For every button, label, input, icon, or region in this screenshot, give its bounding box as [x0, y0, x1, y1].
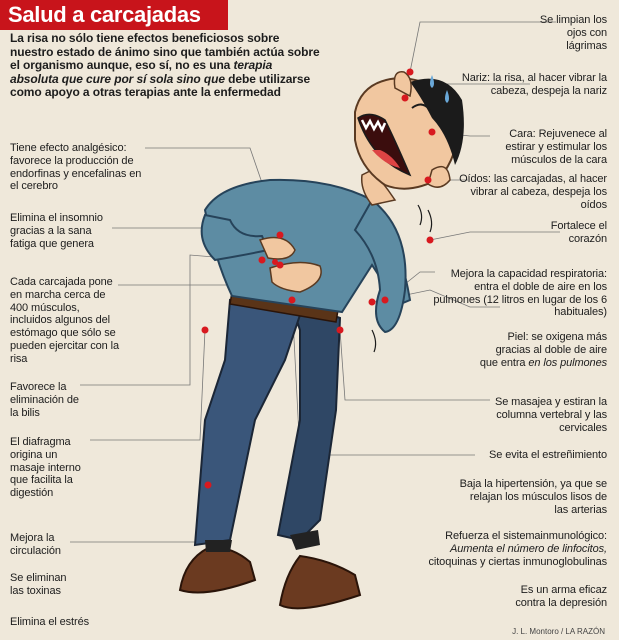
label-breathing: Mejora la capacidad respiratoria: entra el doble de aire en los pulmones (12 litros en lugar de los 6 habituales)	[433, 268, 607, 319]
label-skin-plain: Piel: se oxigena más gracias al doble de aire que entra	[479, 331, 607, 369]
label-eyes: Se limpian los ojos con lágrimas	[539, 14, 607, 52]
label-skin	[479, 331, 607, 369]
credit: J. L. Montoro / LA RAZÓN	[512, 627, 605, 636]
label-bile: Favorece la eliminación de la bilis	[10, 381, 79, 419]
label-toxins: Se eliminan las toxinas	[10, 572, 67, 597]
label-circulation: Mejora la circulación	[10, 532, 61, 557]
intro-end: debe utilizarse como apoyo a otras terapias ante la enfermedad	[10, 71, 311, 99]
label-nose: Nariz: la risa, al hacer vibrar la cabeza, despeja la nariz	[461, 72, 607, 97]
label-analgesic: Tiene efecto analgésico: favorece la producción de endorfinas y encefalinas en el cerebro	[10, 142, 142, 193]
label-skin-italic: en los pulmones	[528, 356, 607, 369]
intro-plain: La risa no sólo tiene efectos beneficiosos sobre nuestro estado de ánimo sino que también actúa sobre el organismo aunque, eso sí, no es una	[10, 31, 320, 72]
label-immune	[412, 530, 607, 568]
label-immune-end: citoquinas y ciertas inmunoglobulinas	[428, 555, 607, 568]
label-face: Cara: Rejuvenece al estirar y estimular los músculos de la cara	[505, 128, 607, 166]
label-insomnia: Elimina el insomnio gracias a la sana fatiga que genera	[10, 212, 103, 250]
label-muscles: Cada carcajada pone en marcha cerca de 400 músculos, incluidos algunos del estómago que sólo se pueden ejercitar con la risa	[10, 276, 119, 365]
label-ears: Oídos: las carcajadas, al hacer vibrar al cabeza, despeja los oídos	[459, 173, 607, 211]
intro-italic: terapia absoluta que cure por sí sola sino que	[10, 58, 273, 86]
label-depression: Es un arma eficaz contra la depresión	[515, 584, 607, 609]
label-stress: Elimina el estrés	[10, 616, 89, 628]
label-immune-italic: Aumenta el número de linfocitos,	[450, 542, 607, 555]
label-spine: Se masajea y estiran la columna vertebral y las cervicales	[494, 396, 607, 434]
label-heart: Fortalece el corazón	[550, 220, 607, 245]
page-title: Salud a carcajadas	[0, 0, 228, 30]
label-hypertension: Baja la hipertensión, ya que se relajan los músculos lisos de las arterias	[459, 478, 607, 516]
label-immune-plain: Refuerza el sistemainmunológico:	[445, 530, 607, 542]
label-diaphragm: El diafragma origina un masaje interno que facilita la digestión	[10, 436, 81, 500]
label-constipation: Se evita el estreñimiento	[489, 449, 607, 461]
